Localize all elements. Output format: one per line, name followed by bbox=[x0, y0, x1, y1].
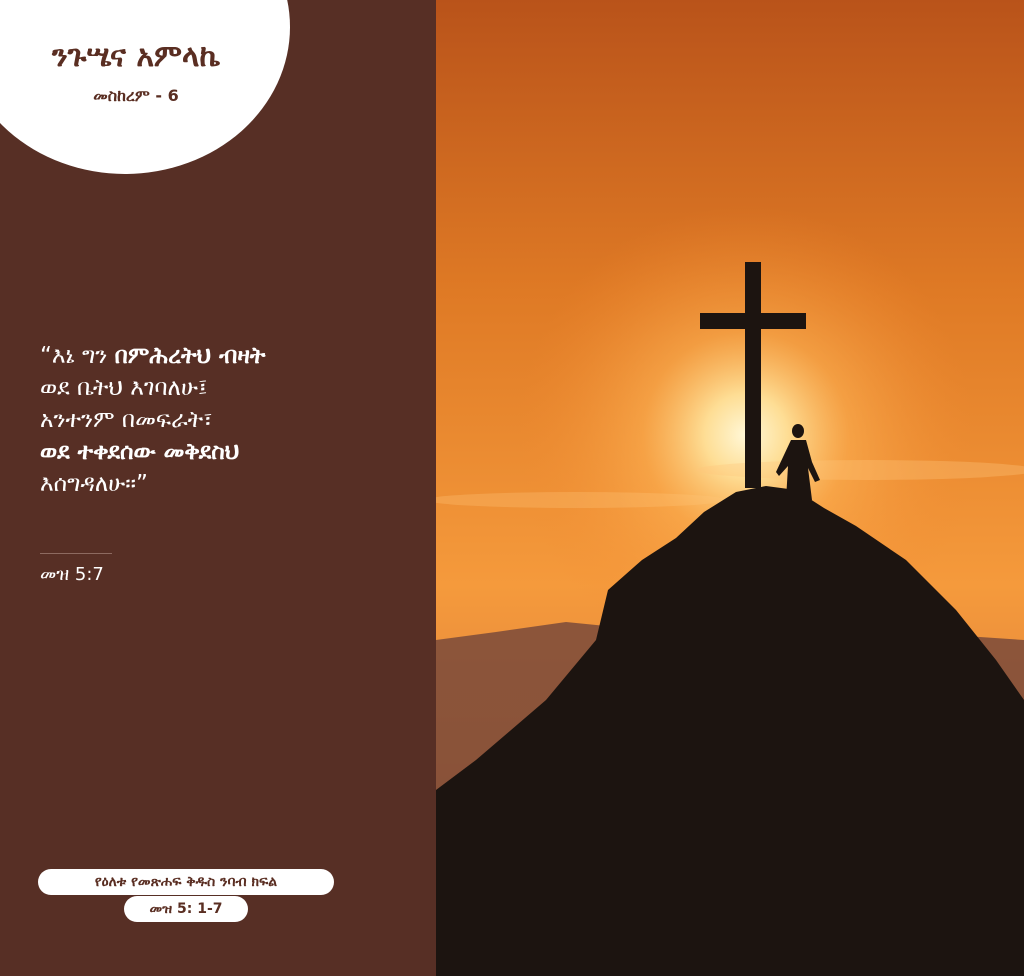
cross-horizontal bbox=[700, 313, 806, 329]
verse-line-1-bold: በምሕረትህ ብዛት bbox=[114, 343, 266, 369]
verse-line-1 bbox=[40, 340, 400, 372]
divider bbox=[40, 553, 112, 554]
date-label: መስከረም - 6 bbox=[93, 86, 179, 105]
reading-range-pill: መዝ 5: 1-7 bbox=[124, 896, 248, 922]
sunset-cross-photo bbox=[436, 0, 1024, 976]
verse-line-1-normal: “እኔ ግን bbox=[40, 343, 115, 369]
verse-reference: መዝ 5:7 bbox=[40, 564, 104, 585]
text-panel bbox=[0, 0, 436, 976]
reading-program-pill: የዕለቱ የመጽሐፍ ቅዱስ ንባብ ክፍል bbox=[38, 869, 334, 895]
verse-line-3: አንተንም በመፍራት፣ bbox=[40, 407, 213, 433]
verse-line-5: እሰግዳለሁ።” bbox=[40, 471, 148, 497]
page-title: ንጉሤና አምላኬ bbox=[51, 39, 221, 74]
cloud-streak bbox=[436, 492, 726, 508]
verse-text bbox=[40, 340, 400, 500]
verse-line-4: ወደ ተቀደሰው መቅደስህ bbox=[40, 439, 240, 465]
cross-vertical bbox=[745, 262, 761, 488]
verse-line-2: ወደ ቤትህ እገባለሁ፤ bbox=[40, 375, 208, 401]
